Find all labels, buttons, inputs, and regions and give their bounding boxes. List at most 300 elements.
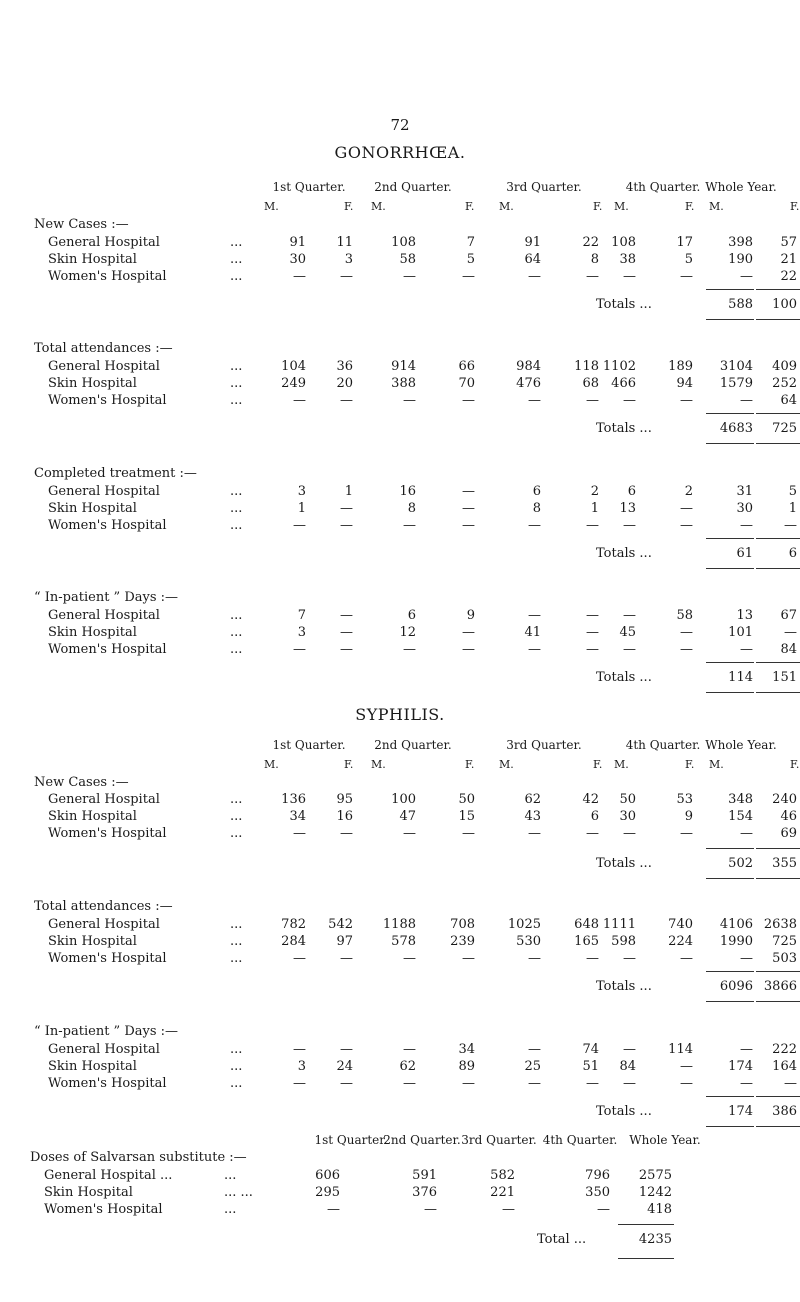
syphilis-table-cell: — — [340, 1042, 353, 1057]
syphilis-table-cell: 34 — [458, 1042, 475, 1057]
subtotal-rule — [756, 971, 800, 972]
gonorrhoea-row-name: General Hospital — [48, 235, 160, 250]
gonorrhoea-table-cell: 5 — [466, 252, 475, 267]
syphilis-total-value: 502 — [728, 856, 753, 871]
syphilis-table-cell: — — [784, 1076, 797, 1091]
gonorrhoea-row-name: Women's Hospital — [48, 518, 167, 533]
syphilis-table-cell: — — [740, 951, 753, 966]
gonorrhoea-row-dots: ... — [230, 518, 243, 533]
subtotal-rule — [756, 1096, 800, 1097]
gonorrhoea-table-cell: 66 — [458, 359, 475, 374]
gonorrhoea-table-cell: 12 — [399, 625, 416, 640]
gonorrhoea-table-cell: 108 — [391, 235, 416, 250]
syphilis-table-cell: — — [740, 1076, 753, 1091]
gonorrhoea-table-cell: — — [680, 269, 693, 284]
gonorrhoea-total-value: 114 — [728, 670, 753, 685]
gonorrhoea-mf-header: M. — [499, 200, 514, 213]
gonorrhoea-table-cell: — — [340, 269, 353, 284]
gonorrhoea-total-value: 6 — [788, 546, 797, 561]
gonorrhoea-quarter-header: 4th Quarter. — [625, 180, 701, 194]
gonorrhoea-table-cell: 64 — [524, 252, 541, 267]
gonorrhoea-table-cell: 22 — [780, 269, 797, 284]
salvarsan-cell: 591 — [412, 1168, 437, 1183]
syphilis-table-cell: — — [462, 1076, 475, 1091]
salvarsan-cell: — — [424, 1202, 437, 1217]
gonorrhoea-table-cell: 64 — [780, 393, 797, 408]
salvarsan-cell: 418 — [647, 1202, 672, 1217]
syphilis-table-cell: 47 — [399, 809, 416, 824]
gonorrhoea-mf-header: F. — [593, 200, 603, 213]
salvarsan-row-name: Women's Hospital — [44, 1202, 163, 1217]
syphilis-quarter-header: 2nd Quarter. — [374, 738, 452, 752]
syphilis-row-name: Women's Hospital — [48, 826, 167, 841]
gonorrhoea-table-cell: 3 — [297, 625, 306, 640]
gonorrhoea-table-cell: — — [462, 393, 475, 408]
syphilis-row-dots: ... — [230, 1059, 243, 1074]
salvarsan-cell: 221 — [490, 1185, 515, 1200]
gonorrhoea-table-cell: 104 — [281, 359, 306, 374]
syphilis-table-cell: 648 — [574, 917, 599, 932]
syphilis-section-label: Total attendances :— — [34, 899, 173, 914]
gonorrhoea-table-cell: — — [462, 625, 475, 640]
gonorrhoea-quarter-header: 3rd Quarter. — [506, 180, 582, 194]
subtotal-rule — [706, 971, 754, 972]
syphilis-table-cell: 24 — [336, 1059, 353, 1074]
gonorrhoea-table-cell: — — [340, 501, 353, 516]
gonorrhoea-table-cell: — — [403, 269, 416, 284]
salvarsan-header: 4th Quarter. — [542, 1133, 618, 1147]
syphilis-table-cell: 74 — [582, 1042, 599, 1057]
syphilis-row-dots: ... — [230, 951, 243, 966]
gonorrhoea-mf-header: M. — [709, 200, 724, 213]
gonorrhoea-table-cell: 388 — [391, 376, 416, 391]
gonorrhoea-table-cell: — — [340, 393, 353, 408]
syphilis-row-dots: ... — [230, 1042, 243, 1057]
gonorrhoea-table-cell: 476 — [516, 376, 541, 391]
total-rule — [706, 1001, 754, 1002]
syphilis-totals-label: Totals ... — [596, 1104, 652, 1119]
salvarsan-cell: 376 — [412, 1185, 437, 1200]
gonorrhoea-table-cell: 466 — [611, 376, 636, 391]
gonorrhoea-mf-header: M. — [614, 200, 629, 213]
gonorrhoea-table-cell: — — [528, 393, 541, 408]
total-rule — [756, 568, 800, 569]
gonorrhoea-table-cell: 1 — [590, 501, 599, 516]
syphilis-table-cell: 89 — [458, 1059, 475, 1074]
subtotal-rule — [706, 848, 754, 849]
gonorrhoea-table-cell: 3 — [344, 252, 353, 267]
gonorrhoea-table-cell: 7 — [466, 235, 475, 250]
gonorrhoea-row-name: Skin Hospital — [48, 376, 137, 391]
syphilis-row-dots: ... — [230, 1076, 243, 1091]
gonorrhoea-table-cell: 1579 — [719, 376, 753, 391]
gonorrhoea-totals-label: Totals ... — [596, 421, 652, 436]
syphilis-table-cell: 284 — [281, 934, 306, 949]
syphilis-table-cell: — — [293, 1076, 306, 1091]
gonorrhoea-table-cell: 68 — [582, 376, 599, 391]
syphilis-mf-header: M. — [614, 758, 629, 771]
gonorrhoea-table-cell: 31 — [736, 484, 753, 499]
syphilis-table-cell: — — [340, 826, 353, 841]
syphilis-mf-header: M. — [264, 758, 279, 771]
salvarsan-label: Doses of Salvarsan substitute :— — [30, 1150, 247, 1165]
gonorrhoea-table-cell: 409 — [772, 359, 797, 374]
syphilis-table-cell: — — [586, 826, 599, 841]
syphilis-table-cell: 164 — [772, 1059, 797, 1074]
gonorrhoea-table-cell: — — [740, 393, 753, 408]
syphilis-table-cell: 782 — [281, 917, 306, 932]
gonorrhoea-table-cell: 7 — [297, 608, 306, 623]
syphilis-table-cell: — — [623, 1076, 636, 1091]
salvarsan-row-dots: ... — [224, 1168, 237, 1183]
subtotal-rule — [756, 413, 800, 414]
salvarsan-cell: 1242 — [638, 1185, 672, 1200]
syphilis-quarter-header: Whole Year. — [705, 738, 777, 752]
gonorrhoea-table-cell: — — [340, 608, 353, 623]
gonorrhoea-table-cell: — — [586, 269, 599, 284]
gonorrhoea-table-cell: — — [623, 642, 636, 657]
gonorrhoea-totals-label: Totals ... — [596, 670, 652, 685]
gonorrhoea-table-cell: 3104 — [719, 359, 753, 374]
gonorrhoea-table-cell: 8 — [590, 252, 599, 267]
gonorrhoea-table-cell: 91 — [289, 235, 306, 250]
subtotal-rule — [756, 662, 800, 663]
salvarsan-cell: — — [327, 1202, 340, 1217]
syphilis-table-cell: — — [586, 1076, 599, 1091]
salvarsan-header: 3rd Quarter. — [461, 1133, 537, 1147]
gonorrhoea-row-dots: ... — [230, 484, 243, 499]
salvarsan-header: 2nd Quarter. — [383, 1133, 461, 1147]
syphilis-table-cell: 598 — [611, 934, 636, 949]
syphilis-total-value: 3866 — [763, 979, 797, 994]
gonorrhoea-table-cell: — — [293, 393, 306, 408]
gonorrhoea-table-cell: 84 — [780, 642, 797, 657]
gonorrhoea-row-name: General Hospital — [48, 484, 160, 499]
syphilis-table-cell: 3 — [297, 1059, 306, 1074]
syphilis-table-cell: — — [462, 951, 475, 966]
syphilis-table-cell: 95 — [336, 792, 353, 807]
gonorrhoea-table-cell: — — [586, 393, 599, 408]
gonorrhoea-table-cell: 914 — [391, 359, 416, 374]
syphilis-table-cell: 50 — [619, 792, 636, 807]
syphilis-mf-header: F. — [344, 758, 354, 771]
gonorrhoea-quarter-header: 2nd Quarter. — [374, 180, 452, 194]
gonorrhoea-table-cell: — — [403, 518, 416, 533]
syphilis-table-cell: 62 — [399, 1059, 416, 1074]
gonorrhoea-table-cell: 2 — [684, 484, 693, 499]
total-rule — [756, 443, 800, 444]
gonorrhoea-table-cell: 11 — [336, 235, 353, 250]
gonorrhoea-row-dots: ... — [230, 501, 243, 516]
syphilis-table-cell: 542 — [328, 917, 353, 932]
gonorrhoea-mf-header: F. — [685, 200, 695, 213]
gonorrhoea-table-cell: 6 — [627, 484, 636, 499]
gonorrhoea-table-cell: 20 — [336, 376, 353, 391]
total-rule — [756, 319, 800, 320]
gonorrhoea-table-cell: 94 — [676, 376, 693, 391]
syphilis-totals-label: Totals ... — [596, 979, 652, 994]
syphilis-quarter-header: 1st Quarter. — [272, 738, 346, 752]
syphilis-table-cell: 114 — [668, 1042, 693, 1057]
syphilis-table-cell: 224 — [668, 934, 693, 949]
syphilis-table-cell: — — [403, 826, 416, 841]
gonorrhoea-table-cell: — — [623, 608, 636, 623]
gonorrhoea-table-cell: — — [623, 393, 636, 408]
gonorrhoea-quarter-header: Whole Year. — [705, 180, 777, 194]
syphilis-table-cell: 34 — [289, 809, 306, 824]
gonorrhoea-totals-label: Totals ... — [596, 297, 652, 312]
gonorrhoea-section-label: “ In-patient ” Days :— — [34, 590, 179, 605]
syphilis-table-cell: 222 — [772, 1042, 797, 1057]
salvarsan-cell: 606 — [315, 1168, 340, 1183]
salvarsan-total-label: Total ... — [537, 1232, 587, 1247]
gonorrhoea-table-cell: — — [680, 642, 693, 657]
syphilis-total-value: 174 — [728, 1104, 753, 1119]
syphilis-section-label: New Cases :— — [34, 775, 129, 790]
gonorrhoea-table-cell: — — [528, 518, 541, 533]
subtotal-rule — [706, 538, 754, 539]
syphilis-mf-header: F. — [465, 758, 475, 771]
gonorrhoea-table-cell: — — [403, 393, 416, 408]
gonorrhoea-section-label: Total attendances :— — [34, 341, 173, 356]
gonorrhoea-table-cell: — — [340, 625, 353, 640]
gonorrhoea-table-cell: 6 — [407, 608, 416, 623]
gonorrhoea-row-dots: ... — [230, 642, 243, 657]
syphilis-table-cell: — — [293, 826, 306, 841]
gonorrhoea-table-cell: 6 — [532, 484, 541, 499]
syphilis-total-value: 355 — [772, 856, 797, 871]
syphilis-table-cell: 4106 — [719, 917, 753, 932]
syphilis-table-cell: — — [586, 951, 599, 966]
gonorrhoea-row-dots: ... — [230, 393, 243, 408]
gonorrhoea-table-cell: 21 — [780, 252, 797, 267]
syphilis-table-cell: — — [528, 826, 541, 841]
salvarsan-cell: 2575 — [638, 1168, 672, 1183]
gonorrhoea-table-cell: — — [528, 642, 541, 657]
gonorrhoea-table-cell: — — [340, 518, 353, 533]
gonorrhoea-table-cell: 5 — [788, 484, 797, 499]
syphilis-row-name: General Hospital — [48, 792, 160, 807]
gonorrhoea-table-cell: 1 — [788, 501, 797, 516]
gonorrhoea-table-cell: 984 — [516, 359, 541, 374]
gonorrhoea-table-cell: 101 — [728, 625, 753, 640]
syphilis-table-cell: 530 — [516, 934, 541, 949]
syphilis-table-cell: — — [623, 951, 636, 966]
syphilis-row-dots: ... — [230, 917, 243, 932]
subtotal-rule — [706, 1096, 754, 1097]
gonorrhoea-section-label: Completed treatment :— — [34, 466, 197, 481]
gonorrhoea-table-cell: 189 — [668, 359, 693, 374]
gonorrhoea-row-name: Skin Hospital — [48, 252, 137, 267]
gonorrhoea-table-cell: 13 — [619, 501, 636, 516]
gonorrhoea-table-cell: 8 — [532, 501, 541, 516]
syphilis-table-cell: 740 — [668, 917, 693, 932]
gonorrhoea-table-cell: — — [293, 269, 306, 284]
syphilis-totals-label: Totals ... — [596, 856, 652, 871]
syphilis-table-cell: 62 — [524, 792, 541, 807]
syphilis-table-cell: — — [403, 1042, 416, 1057]
subtotal-rule — [706, 289, 754, 290]
syphilis-mf-header: F. — [790, 758, 800, 771]
total-rule — [706, 1126, 754, 1127]
gonorrhoea-total-value: 725 — [772, 421, 797, 436]
total-rule — [756, 878, 800, 879]
gonorrhoea-row-dots: ... — [230, 608, 243, 623]
syphilis-table-cell: 43 — [524, 809, 541, 824]
gonorrhoea-row-dots: ... — [230, 376, 243, 391]
syphilis-table-cell: 6 — [590, 809, 599, 824]
syphilis-table-cell: 84 — [619, 1059, 636, 1074]
salvarsan-cell: 582 — [490, 1168, 515, 1183]
syphilis-table-cell: 42 — [582, 792, 599, 807]
total-rule — [706, 443, 754, 444]
syphilis-row-name: Skin Hospital — [48, 934, 137, 949]
gonorrhoea-table-cell: 1 — [344, 484, 353, 499]
salvarsan-total-rule — [618, 1258, 674, 1259]
gonorrhoea-table-cell: 58 — [676, 608, 693, 623]
gonorrhoea-row-dots: ... — [230, 269, 243, 284]
gonorrhoea-table-cell: — — [462, 518, 475, 533]
gonorrhoea-table-cell: 57 — [780, 235, 797, 250]
total-rule — [756, 1001, 800, 1002]
syphilis-table-cell: 100 — [391, 792, 416, 807]
gonorrhoea-row-name: Skin Hospital — [48, 625, 137, 640]
subtotal-rule — [706, 413, 754, 414]
syphilis-mf-header: M. — [371, 758, 386, 771]
syphilis-table-cell: 578 — [391, 934, 416, 949]
syphilis-row-name: Women's Hospital — [48, 1076, 167, 1091]
gonorrhoea-table-cell: 2 — [590, 484, 599, 499]
page-number: 72 — [390, 116, 410, 134]
gonorrhoea-total-value: 588 — [728, 297, 753, 312]
gonorrhoea-row-name: General Hospital — [48, 608, 160, 623]
gonorrhoea-total-value: 100 — [772, 297, 797, 312]
syphilis-table-cell: 30 — [619, 809, 636, 824]
total-rule — [756, 1126, 800, 1127]
gonorrhoea-table-cell: 1 — [297, 501, 306, 516]
syphilis-row-dots: ... — [230, 792, 243, 807]
syphilis-table-cell: 165 — [574, 934, 599, 949]
gonorrhoea-total-value: 4683 — [719, 421, 753, 436]
syphilis-table-cell: — — [293, 1042, 306, 1057]
syphilis-table-cell: — — [680, 1059, 693, 1074]
gonorrhoea-table-cell: 22 — [582, 235, 599, 250]
gonorrhoea-table-cell: 16 — [399, 484, 416, 499]
subtotal-rule — [756, 538, 800, 539]
syphilis-table-cell: 69 — [780, 826, 797, 841]
syphilis-table-cell: — — [623, 826, 636, 841]
syphilis-mf-header: M. — [709, 758, 724, 771]
salvarsan-row-dots: ... ... — [224, 1185, 253, 1200]
syphilis-table-cell: 725 — [772, 934, 797, 949]
syphilis-table-cell: — — [528, 1076, 541, 1091]
syphilis-mf-header: F. — [593, 758, 603, 771]
gonorrhoea-table-cell: — — [586, 608, 599, 623]
gonorrhoea-table-cell: — — [740, 518, 753, 533]
gonorrhoea-table-cell: 1102 — [602, 359, 636, 374]
syphilis-table-cell: — — [623, 1042, 636, 1057]
syphilis-row-name: General Hospital — [48, 917, 160, 932]
gonorrhoea-row-dots: ... — [230, 235, 243, 250]
gonorrhoea-table-cell: 118 — [574, 359, 599, 374]
gonorrhoea-table-cell: 9 — [466, 608, 475, 623]
syphilis-title: SYPHILIS. — [355, 705, 445, 724]
gonorrhoea-mf-header: F. — [344, 200, 354, 213]
gonorrhoea-table-cell: — — [293, 518, 306, 533]
gonorrhoea-table-cell: 70 — [458, 376, 475, 391]
gonorrhoea-table-cell: 5 — [684, 252, 693, 267]
total-rule — [706, 568, 754, 569]
gonorrhoea-total-value: 151 — [772, 670, 797, 685]
syphilis-table-cell: — — [680, 826, 693, 841]
syphilis-table-cell: — — [403, 951, 416, 966]
gonorrhoea-table-cell: — — [403, 642, 416, 657]
gonorrhoea-table-cell: 398 — [728, 235, 753, 250]
gonorrhoea-table-cell: 3 — [297, 484, 306, 499]
syphilis-table-cell: — — [680, 951, 693, 966]
gonorrhoea-table-cell: — — [462, 501, 475, 516]
gonorrhoea-table-cell: — — [462, 484, 475, 499]
salvarsan-cell: — — [597, 1202, 610, 1217]
salvarsan-subtotal-rule — [618, 1224, 674, 1225]
syphilis-table-cell: — — [740, 826, 753, 841]
gonorrhoea-table-cell: 30 — [736, 501, 753, 516]
syphilis-total-value: 386 — [772, 1104, 797, 1119]
salvarsan-cell: 350 — [585, 1185, 610, 1200]
syphilis-row-dots: ... — [230, 809, 243, 824]
gonorrhoea-table-cell: — — [586, 518, 599, 533]
syphilis-table-cell: 9 — [684, 809, 693, 824]
gonorrhoea-table-cell: — — [680, 393, 693, 408]
syphilis-row-name: General Hospital — [48, 1042, 160, 1057]
gonorrhoea-table-cell: 30 — [289, 252, 306, 267]
gonorrhoea-table-cell: 108 — [611, 235, 636, 250]
syphilis-table-cell: — — [528, 951, 541, 966]
gonorrhoea-row-dots: ... — [230, 252, 243, 267]
salvarsan-cell: — — [502, 1202, 515, 1217]
syphilis-row-dots: ... — [230, 934, 243, 949]
syphilis-table-cell: — — [740, 1042, 753, 1057]
gonorrhoea-table-cell: — — [784, 625, 797, 640]
gonorrhoea-table-cell: 91 — [524, 235, 541, 250]
total-rule — [756, 692, 800, 693]
gonorrhoea-table-cell: — — [340, 642, 353, 657]
gonorrhoea-table-cell: — — [528, 608, 541, 623]
gonorrhoea-table-cell: 252 — [772, 376, 797, 391]
gonorrhoea-quarter-header: 1st Quarter. — [272, 180, 346, 194]
gonorrhoea-table-cell: — — [623, 269, 636, 284]
gonorrhoea-row-name: General Hospital — [48, 359, 160, 374]
syphilis-section-label: “ In-patient ” Days :— — [34, 1024, 179, 1039]
syphilis-table-cell: — — [403, 1076, 416, 1091]
salvarsan-total-value: 4235 — [638, 1232, 672, 1247]
syphilis-table-cell: 136 — [281, 792, 306, 807]
syphilis-mf-header: M. — [499, 758, 514, 771]
syphilis-table-cell: 15 — [458, 809, 475, 824]
gonorrhoea-table-cell: 67 — [780, 608, 797, 623]
gonorrhoea-mf-header: M. — [264, 200, 279, 213]
syphilis-table-cell: — — [462, 826, 475, 841]
gonorrhoea-table-cell: 13 — [736, 608, 753, 623]
syphilis-table-cell: 16 — [336, 809, 353, 824]
gonorrhoea-table-cell: — — [680, 625, 693, 640]
gonorrhoea-table-cell: — — [293, 642, 306, 657]
total-rule — [706, 319, 754, 320]
gonorrhoea-row-dots: ... — [230, 359, 243, 374]
gonorrhoea-table-cell: — — [680, 518, 693, 533]
syphilis-table-cell: 1111 — [602, 917, 636, 932]
gonorrhoea-table-cell: — — [623, 518, 636, 533]
